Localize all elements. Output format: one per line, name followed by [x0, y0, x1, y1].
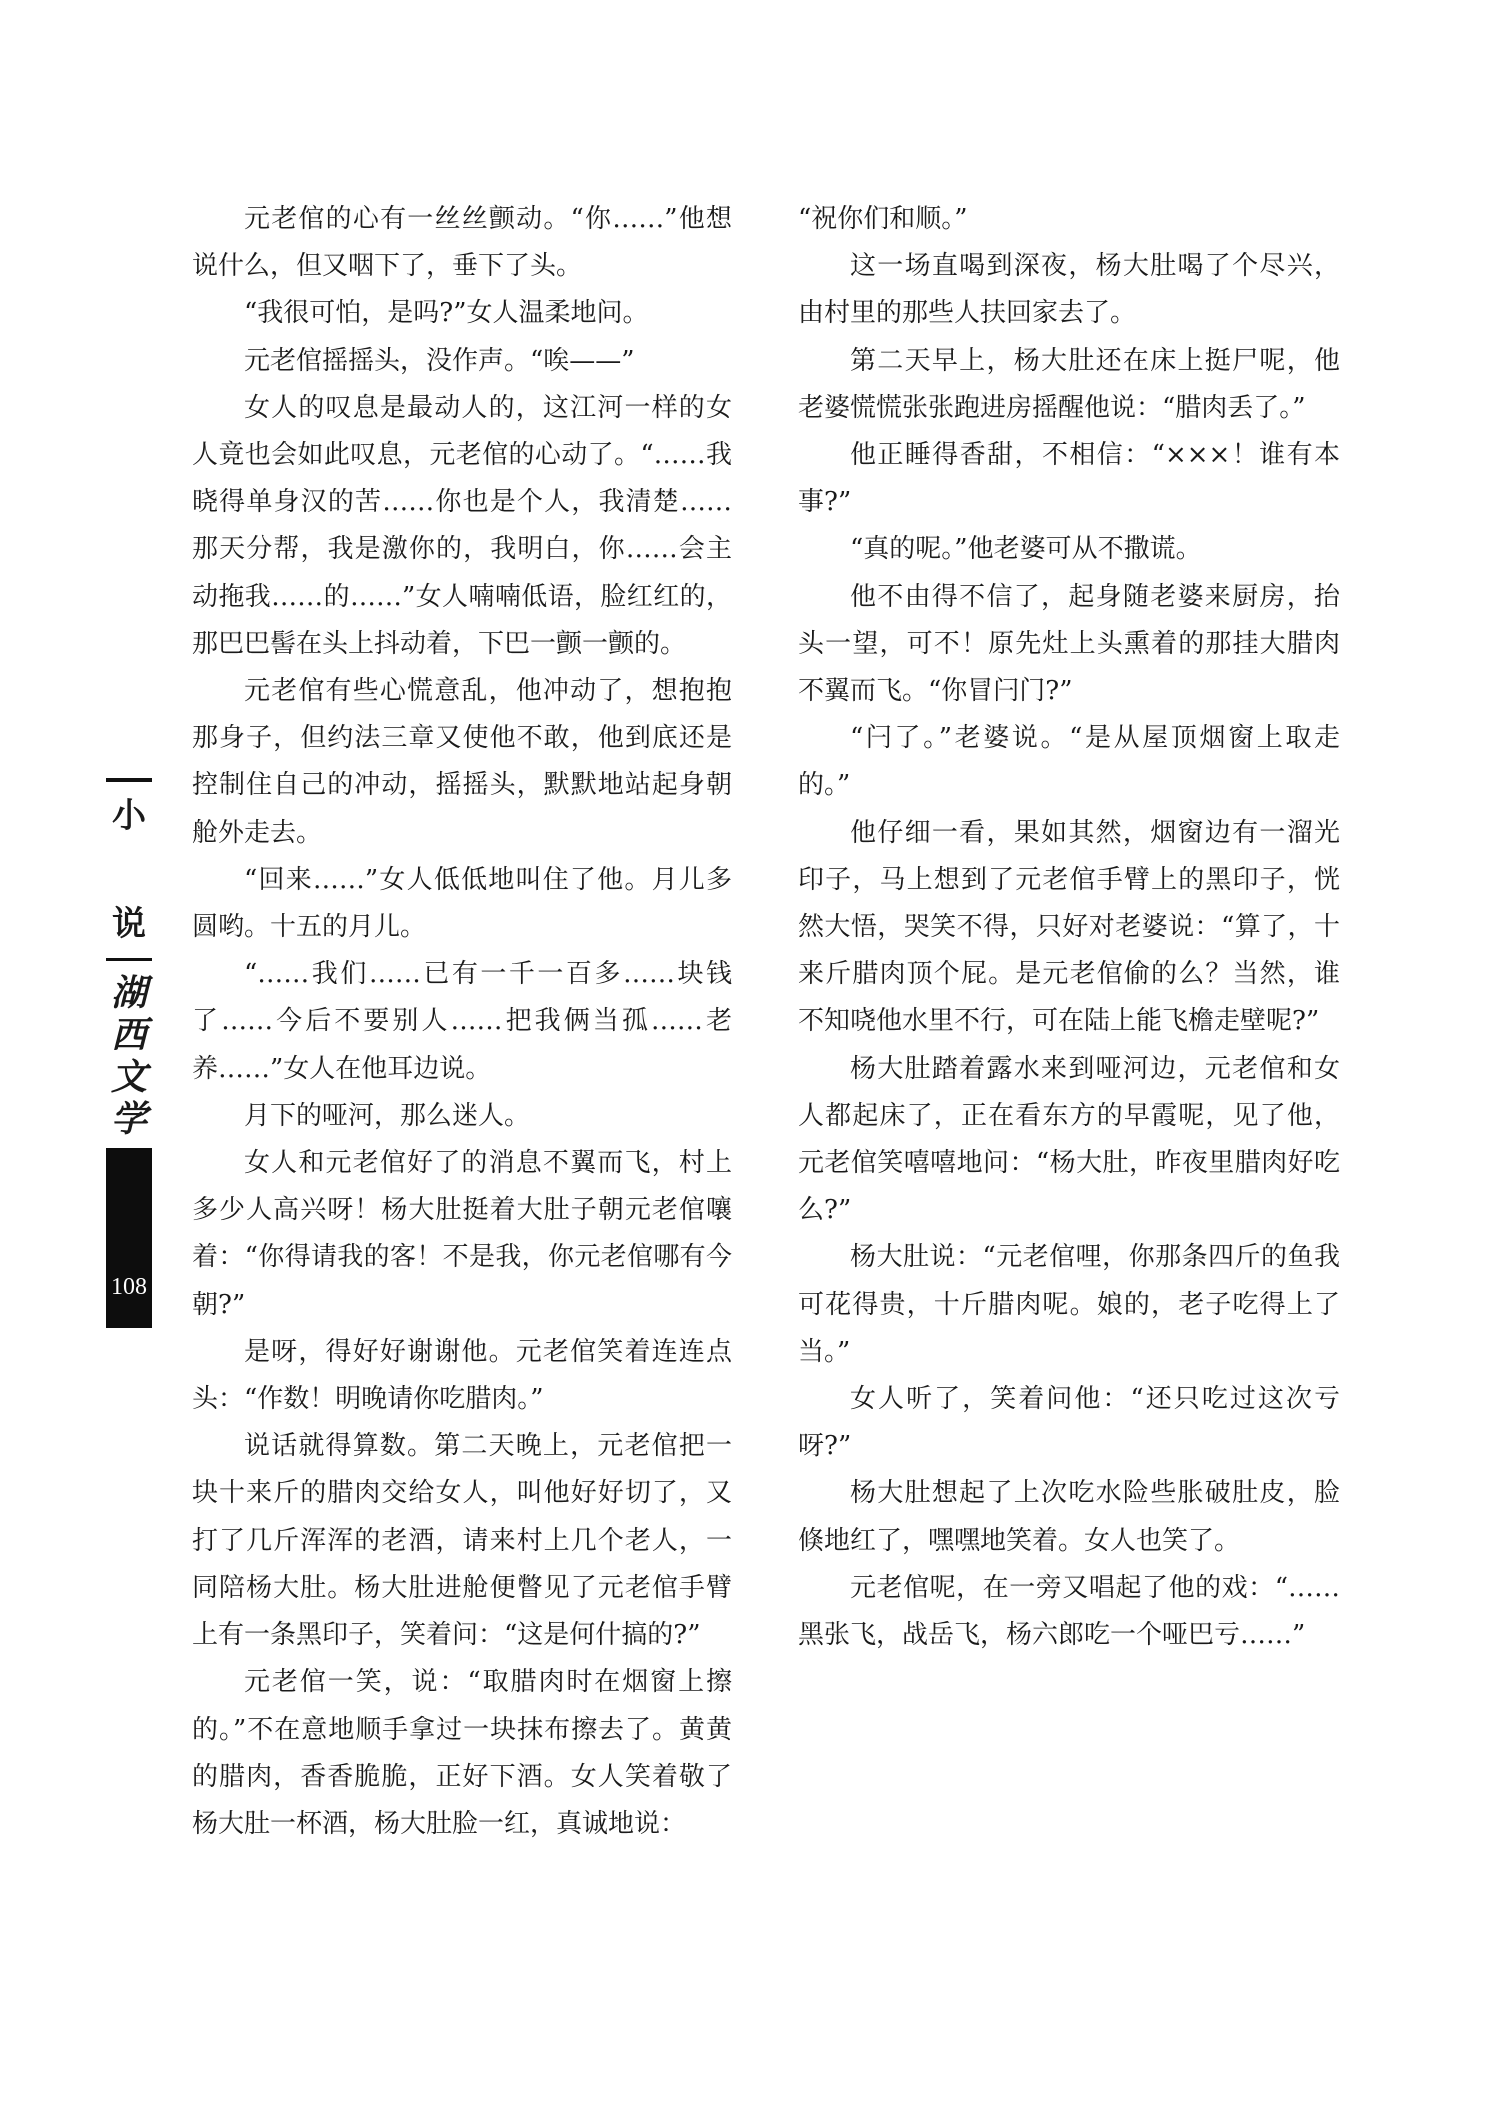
paragraph: 杨大肚想起了上次吃水险些胀破肚皮，脸倏地红了，嘿嘿地笑着。女人也笑了。 — [798, 1478, 1340, 1556]
paragraph: 元老倌一笑，说：“取腊肉时在烟窗上擦的。”不在意地顺手拿过一块抹布擦去了。黄黄的腊肉，香香脆脆，正好下酒。女人笑着敬了杨大肚一杯酒，杨大肚脸一红，真诚地说： — [192, 1667, 732, 1839]
journal-name-char: 湖 — [110, 972, 147, 1014]
paragraph: 元老倌呢，在一旁又唱起了他的戏：“……黑张飞，战岳飞，杨六郎吃一个哑巴亏……” — [798, 1572, 1340, 1651]
journal-name-char: 西 — [110, 1014, 147, 1056]
journal-name-char: 文 — [110, 1056, 147, 1098]
text-column-right — [798, 196, 1340, 1659]
page-number: 108 — [111, 1274, 147, 1300]
paragraph: 杨大肚踏着露水来到哑河边，元老倌和女人都起床了，正在看东方的早霞呢，见了他，元老倌笑嘻嘻地问：“杨大肚，昨夜里腊肉好吃么?” — [798, 1053, 1340, 1226]
paragraph: 女人和元老倌好了的消息不翼而飞，村上多少人高兴呀！杨大肚挺着大肚子朝元老倌嚷着：“你得请我的客！不是我，你元老倌哪有今朝?” — [192, 1148, 732, 1320]
paragraph: 杨大肚说：“元老倌哩，你那条四斤的鱼我可花得贵，十斤腊肉呢。娘的，老子吃得上了当。” — [798, 1242, 1340, 1367]
section-label-xiao: 小 — [112, 796, 146, 836]
text-column-left — [192, 196, 732, 1848]
paragraph: 元老倌有些心慌意乱，他冲动了，想抱抱那身子，但约法三章又使他不敢，他到底还是控制住自己的冲动，摇摇头，默默地站起身朝舱外走去。 — [192, 676, 732, 848]
paragraph: “我很可怕，是吗?”女人温柔地问。 — [244, 298, 649, 329]
paragraph: 这一场直喝到深夜，杨大肚喝了个尽兴，由村里的那些人扶回家去了。 — [798, 251, 1340, 329]
paragraph: 说话就得算数。第二天晚上，元老倌把一块十来斤的腊肉交给女人，叫他好好切了，又打了几斤浑浑的老酒，请来村上几个老人，一同陪杨大肚。杨大肚进舱便瞥见了元老倌手臂上有一条黑印子，笑着问：“这是何什搞的?” — [192, 1431, 732, 1651]
paragraph: 第二天早上，杨大肚还在床上挺尸呢，他老婆慌慌张张跑进房摇醒他说：“腊肉丢了。” — [798, 345, 1340, 423]
section-label-shuo: 说 — [112, 904, 146, 944]
paragraph: “闩了。”老婆说。“是从屋顶烟窗上取走的。” — [798, 723, 1340, 801]
paragraph: 是呀，得好好谢谢他。元老倌笑着连连点头：“作数！明晚请你吃腊肉。” — [192, 1336, 732, 1415]
paragraph: 元老倌的心有一丝丝颤动。“你……”他想说什么，但又咽下了，垂下了头。 — [192, 204, 732, 282]
journal-name — [106, 972, 152, 1140]
paragraph: “……我们……已有一千一百多……块钱了……今后不要别人……把我俩当孤……老养……”女人在他耳边说。 — [192, 959, 732, 1084]
paragraph: 元老倌摇摇头，没作声。“唉——” — [244, 345, 635, 376]
paragraph: “真的呢。”他老婆可从不撒谎。 — [850, 534, 1202, 565]
paragraph: “回来……”女人低低地叫住了他。月儿多圆哟。十五的月儿。 — [192, 864, 732, 943]
paragraph: 月下的哑河，那么迷人。 — [244, 1100, 531, 1131]
paragraph: 他正睡得香甜，不相信：“×××！谁有本事?” — [798, 440, 1340, 518]
paragraph: “祝你们和顺。” — [798, 204, 968, 234]
sidebar-rule-top — [106, 778, 152, 782]
paragraph: 女人听了，笑着问他：“还只吃过这次亏呀?” — [798, 1384, 1340, 1462]
sidebar-rule-mid — [106, 958, 152, 961]
paragraph: 女人的叹息是最动人的，这江河一样的女人竟也会如此叹息，元老倌的心动了。“……我晓得单身汉的苦……你也是个人，我清楚……那天分帮，我是激你的，我明白，你……会主动拖我……的……”女人喃喃低语，脸红红的，那巴巴髻在头上抖动着，下巴一颤一颤的。 — [192, 392, 732, 659]
journal-name-char: 学 — [110, 1098, 147, 1140]
paragraph: 他仔细一看，果如其然，烟窗边有一溜光印子，马上想到了元老倌手臂上的黑印子，恍然大悟，哭笑不得，只好对老婆说：“算了，十来斤腊肉顶个屁。是元老倌偷的么？当然，谁不知哓他水里不行，可在陆上能飞檐走壁呢?” — [798, 817, 1340, 1037]
paragraph: 他不由得不信了，起身随老婆来厨房，抬头一望，可不！原先灶上头熏着的那挂大腊肉不翼而飞。“你冒闩门?” — [798, 581, 1340, 707]
